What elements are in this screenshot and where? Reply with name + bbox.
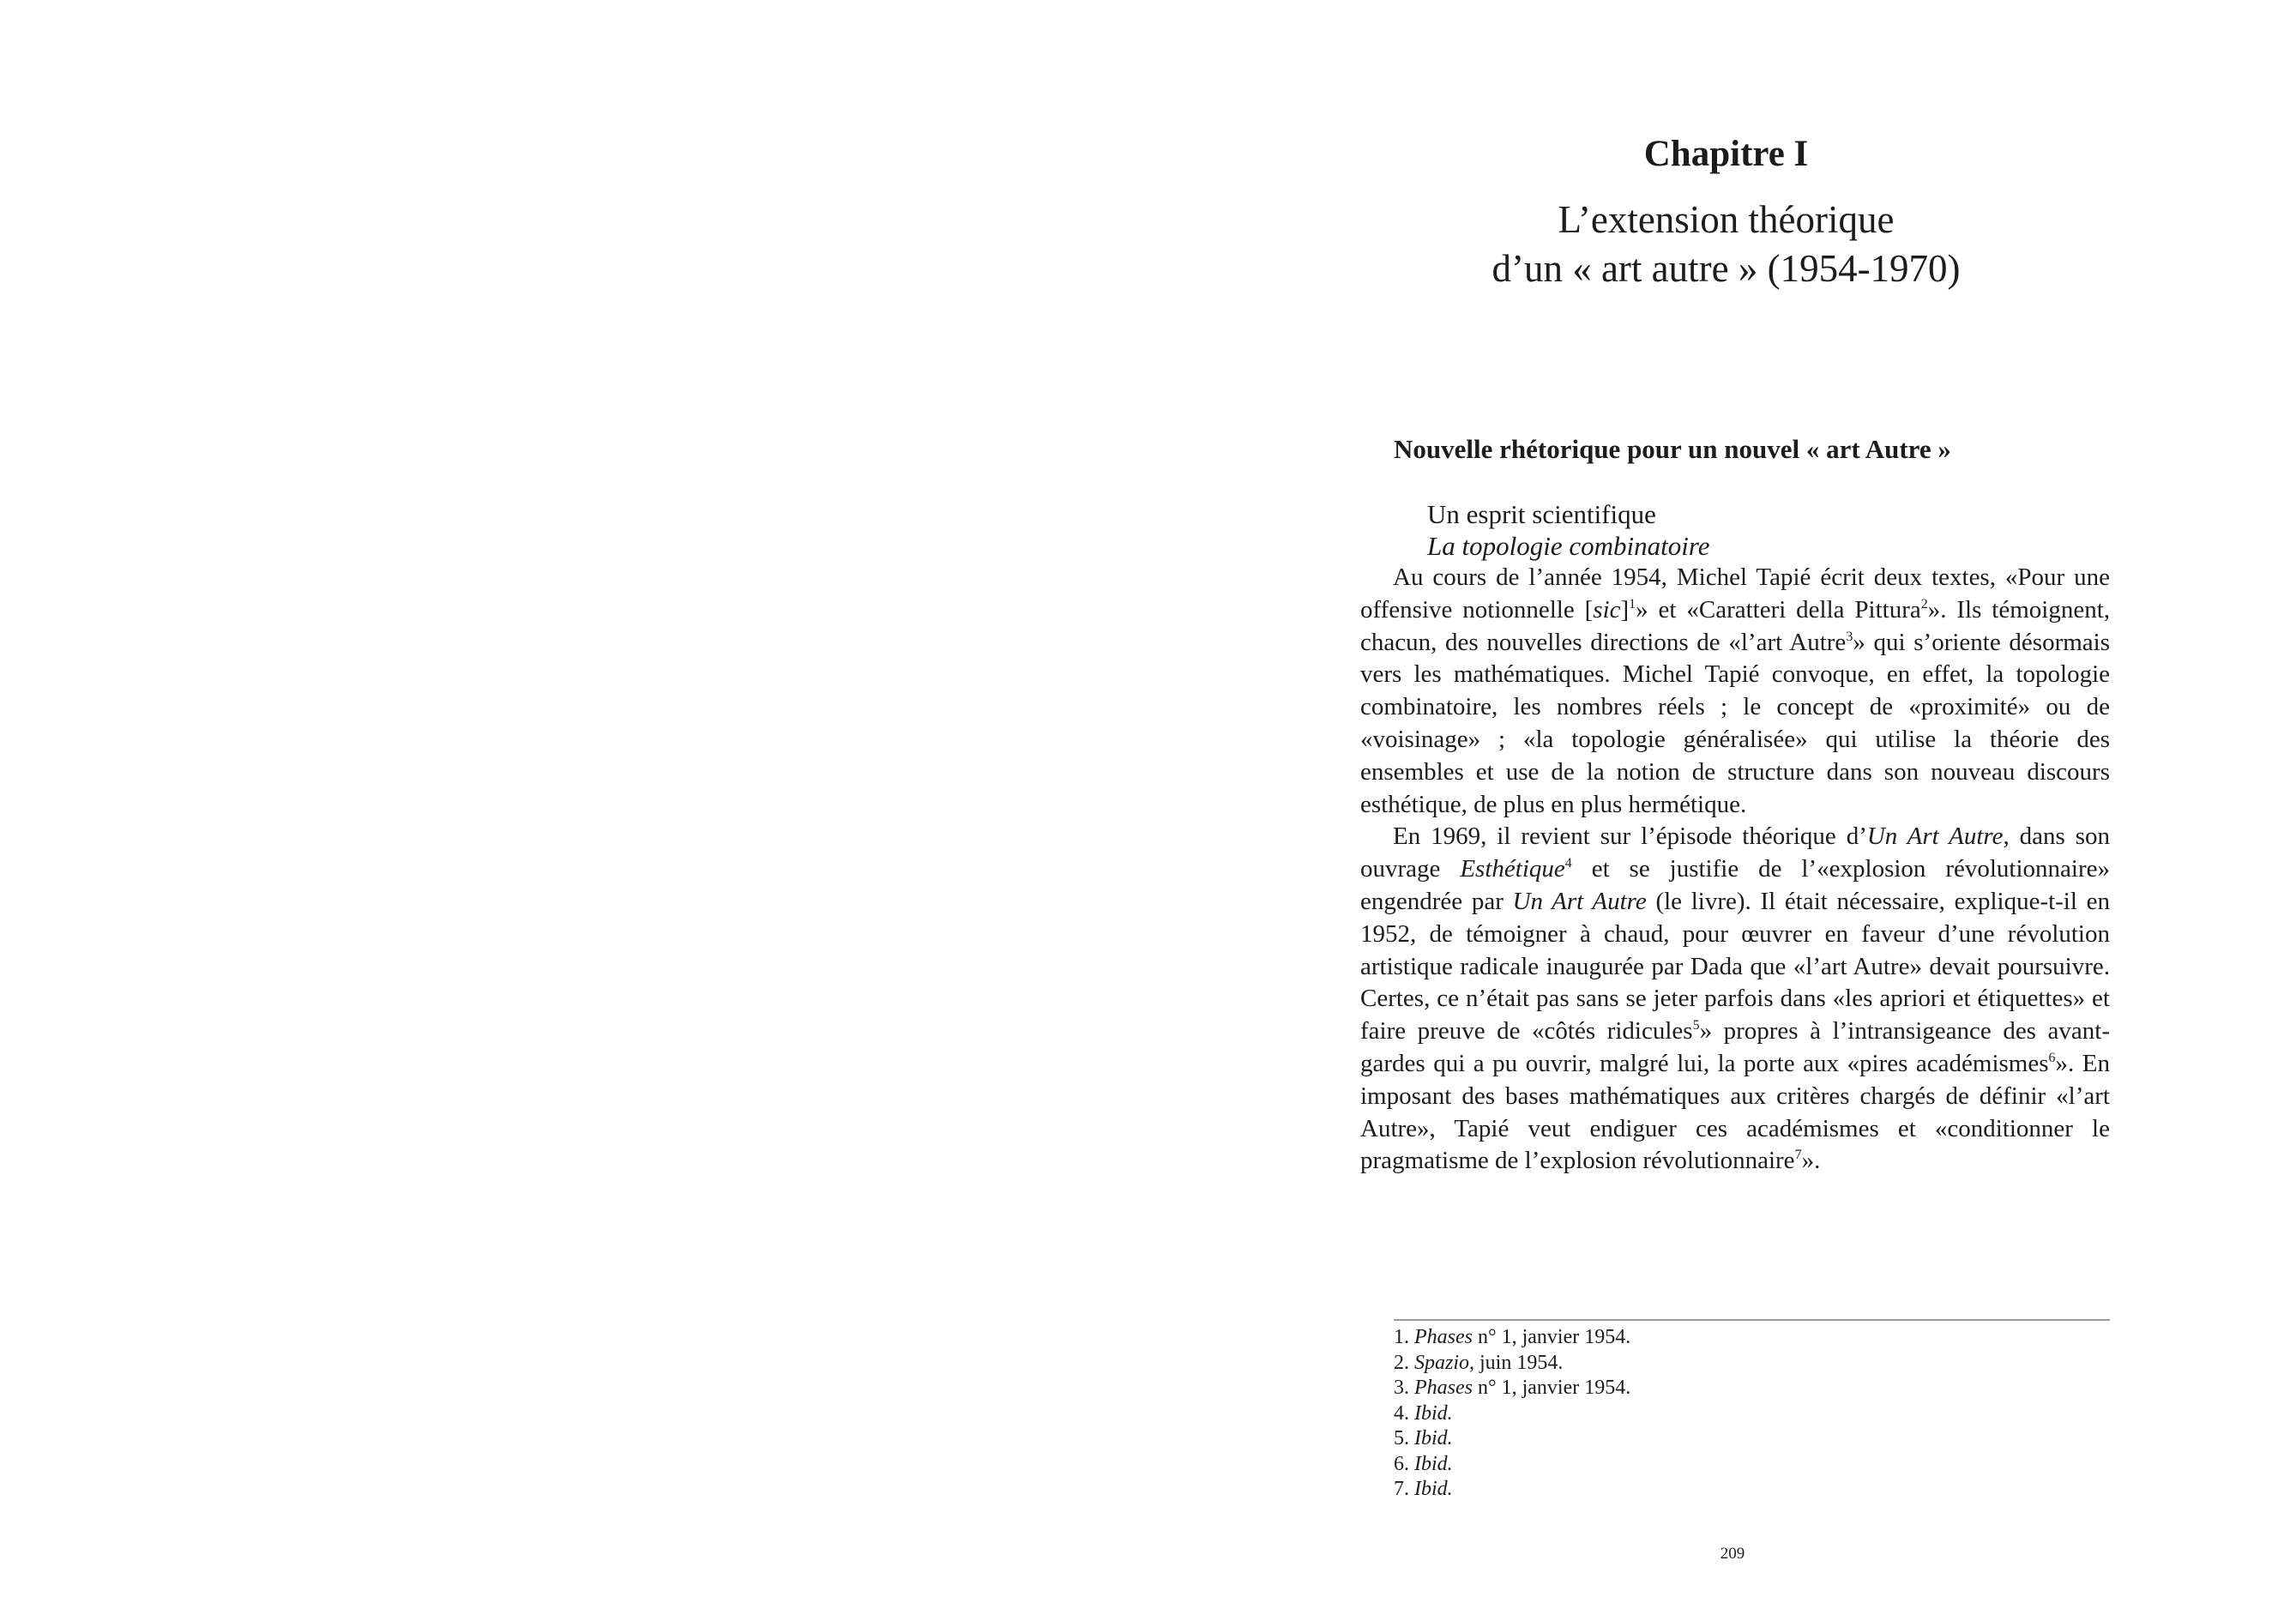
footnote-rule — [1394, 1319, 2110, 1321]
page-number: 209 — [1720, 1545, 1745, 1563]
chapter-title — [1355, 196, 2097, 293]
subheadings — [1427, 498, 2113, 562]
italic-text: Esthétique — [1460, 855, 1565, 883]
footnote — [1394, 1351, 2110, 1377]
italic-text: Ibid. — [1414, 1427, 1453, 1449]
italic-text: Ibid. — [1414, 1401, 1453, 1425]
text-run: » propres à l’intransigeance des avant-gardes qui a pu ouvrir, malgré lui, la porte aux «pires académismes — [1360, 1017, 2110, 1077]
text-run: 6. — [1394, 1452, 1414, 1475]
footnote — [1394, 1452, 2110, 1478]
chapter-label: Chapitre I — [1643, 134, 1809, 174]
text-run: 1. — [1394, 1326, 1414, 1348]
chapter-title-line-2: d’un « art autre » (1954-1970) — [1491, 247, 1961, 290]
text-run: En 1969, il revient sur l’épisode théorique d’ — [1393, 823, 1867, 851]
footnote — [1394, 1401, 2110, 1427]
text-run: n° 1, janvier 1954. — [1473, 1377, 1631, 1399]
footnote — [1394, 1376, 2110, 1401]
italic-text: sic — [1593, 595, 1621, 624]
text-run: 2. — [1394, 1351, 1414, 1374]
paragraph — [1360, 562, 2110, 821]
italic-text: Phases — [1414, 1377, 1473, 1399]
text-run: ». — [1801, 1147, 1821, 1175]
footnote-ref: 6 — [2048, 1050, 2056, 1065]
chapter-title-line-1: L’extension théorique — [1558, 198, 1895, 241]
footnote-ref: 7 — [1794, 1148, 1802, 1163]
text-run: n° 1, janvier 1954. — [1473, 1326, 1631, 1348]
footnote — [1394, 1426, 2110, 1452]
text-run: (le livre). Il était nécessaire, explique-t-il en 1952, de témoigner à chaud, pour œuvrer en faveur d’une révolution artistique radicale inaugurée par Dada que «l’art Autre» devait poursuivre. Certes, ce n’était pas sans se jeter parfois dans «les apriori et étiquettes» et faire preuve de «côtés ridicules — [1360, 887, 2110, 1046]
italic-text: Ibid. — [1414, 1478, 1453, 1500]
paragraph — [1360, 821, 2110, 1178]
text-run: 5. — [1394, 1427, 1414, 1449]
footnote — [1394, 1325, 2110, 1351]
text-run: 4. — [1394, 1401, 1414, 1425]
footnote-ref: 3 — [1846, 629, 1853, 644]
italic-text: Un Art Autre — [1866, 823, 2004, 851]
footnote-ref: 5 — [1692, 1018, 1700, 1033]
footnote-ref: 4 — [1564, 856, 1572, 871]
text-run: ». Ils témoignent, chacun, des nouvelles directions de «l’art Autre — [1360, 595, 2110, 656]
text-run: 3. — [1394, 1377, 1414, 1399]
subheading: Un esprit scientifique — [1427, 499, 1656, 529]
body-text — [1360, 562, 2110, 1178]
italic-text: Spazio — [1414, 1351, 1470, 1374]
text-run: Au cours de l’année 1954, Michel Tapié écrit deux textes, «Pour une offensive notionnelle [ — [1360, 563, 2110, 624]
text-run: » qui s’oriente désormais vers les mathématiques. Michel Tapié convoque, en effet, la topologie combinatoire, les nombres réels ; le concept de «proximité» ou de «voisinage» ; «la topologie généralisée» qui utilise la théorie des ensembles et use de la notion de structure dans son nouveau discours esthétique, de plus en plus hermétique. — [1360, 628, 2111, 818]
footnote — [1394, 1477, 2110, 1503]
text-run: et se justifie de l’«explosion révolutionnaire» engendrée par — [1360, 855, 2110, 915]
italic-text: Un Art Autre — [1512, 887, 1647, 915]
text-run: » et «Caratteri della Pittura — [1636, 595, 1921, 624]
section-heading: Nouvelle rhétorique pour un nouvel « art Autre » — [1394, 434, 1951, 464]
text-run: 7. — [1394, 1478, 1414, 1500]
text-run: , juin 1954. — [1469, 1351, 1564, 1374]
text-run: ». En imposant des bases mathématiques aux critères chargés de définir «l’art Autre», Tapié veut endiguer ces académismes et «conditionner le pragmatisme de l’explosion révolutionnaire — [1360, 1049, 2110, 1175]
italic-text: Ibid. — [1414, 1452, 1453, 1475]
footnote-ref: 1 — [1629, 596, 1636, 612]
footnotes — [1394, 1325, 2110, 1503]
subsubheading: La topologie combinatoire — [1427, 531, 1710, 561]
text-run: ] — [1620, 595, 1630, 624]
text-run: , dans son ouvrage — [1360, 823, 2110, 883]
italic-text: Phases — [1414, 1326, 1473, 1348]
footnote-ref: 2 — [1920, 596, 1928, 612]
